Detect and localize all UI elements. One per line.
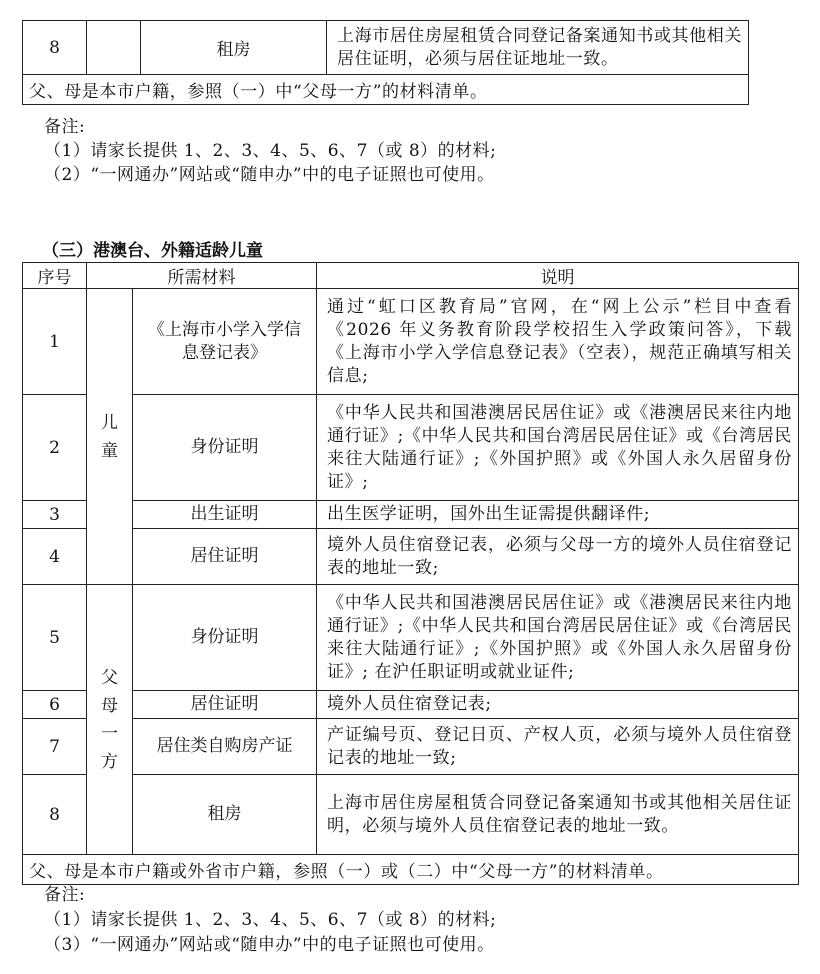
table-row: [23, 529, 799, 585]
description-cell: 通过“虹口区教育局”官网，在“网上公示”栏目中查看《2026 年义务教育阶段学校招生入学政策问答》，下载《上海市小学入学信息登记表》（空表），规范正确填写相关信息;: [317, 289, 799, 395]
notes-title: 备注:: [44, 117, 86, 137]
group-child: [87, 289, 133, 585]
note-item: （1）请家长提供 1、2、3、4、5、6、7（或 8）的材料;: [44, 910, 497, 930]
note-item: （2）“一网通办”网站或“随申办”中的电子证照也可使用。: [44, 165, 495, 185]
table-row: [23, 501, 799, 529]
material-cell: 《上海市小学入学信息登记表》: [133, 289, 317, 395]
group-child-label: 儿童: [100, 412, 118, 461]
table-row: [23, 775, 799, 855]
row-number: 8: [23, 21, 87, 75]
row-number: 2: [23, 395, 87, 501]
row-number: 7: [23, 719, 87, 775]
group-parent: [87, 585, 133, 855]
description-cell: 《中华人民共和国港澳居民居住证》或《港澳居民来往内地通行证》;《中华人民共和国台湾居民居住证》或《台湾居民来往大陆通行证》;《外国护照》或《外国人永久居留身份证》; 在沪任职证明或就业证件;: [317, 585, 799, 691]
row-number: 8: [23, 775, 87, 855]
row-number: 1: [23, 289, 87, 395]
material-cell: 身份证明: [133, 395, 317, 501]
top-table: [22, 20, 749, 105]
description-cell: 境外人员住宿登记表;: [317, 691, 799, 719]
table-row: [23, 585, 799, 691]
group-cell: [87, 21, 141, 75]
material-cell: 居住证明: [133, 529, 317, 585]
header-material: 所需材料: [87, 263, 317, 289]
group-parent-label: 父母一方: [100, 667, 118, 772]
row-number: 5: [23, 585, 87, 691]
material-cell: 居住类自购房产证: [133, 719, 317, 775]
table-header-row: [23, 263, 799, 289]
section-title: （三）港澳台、外籍适龄儿童: [42, 241, 263, 261]
description-cell: 境外人员住宿登记表，必须与父母一方的境外人员住宿登记表的地址一致;: [317, 529, 799, 585]
note-item: （1）请家长提供 1、2、3、4、5、6、7（或 8）的材料;: [44, 141, 497, 161]
material-cell: 租房: [133, 775, 317, 855]
table-row: [23, 691, 799, 719]
note-item: （3）“一网通办”网站或“随申办”中的电子证照也可使用。: [44, 935, 495, 955]
row-number: 3: [23, 501, 87, 529]
table-row: [23, 395, 799, 501]
header-number: 序号: [23, 263, 87, 289]
materials-table: [22, 262, 799, 885]
table-row: [23, 719, 799, 775]
row-number: 6: [23, 691, 87, 719]
material-cell: 出生证明: [133, 501, 317, 529]
description-cell: 出生医学证明，国外出生证需提供翻译件;: [317, 501, 799, 529]
table-footer-row: [23, 75, 749, 105]
material-cell: 租房: [141, 21, 327, 75]
row-number: 4: [23, 529, 87, 585]
description-cell: 《中华人民共和国港澳居民居住证》或《港澳居民来往内地通行证》;《中华人民共和国台湾居民居住证》或《台湾居民来往大陆通行证》;《外国护照》或《外国人永久居留身份证》;: [317, 395, 799, 501]
header-description: 说明: [317, 263, 799, 289]
description-cell: 上海市居住房屋租赁合同登记备案通知书或其他相关居住证明，必须与居住证地址一致。: [327, 21, 749, 75]
material-cell: 身份证明: [133, 585, 317, 691]
table-footer: 父、母是本市户籍，参照（一）中“父母一方”的材料清单。: [23, 75, 749, 105]
notes-title: 备注:: [44, 885, 86, 905]
description-cell: 产证编号页、登记日页、产权人页，必须与境外人员住宿登记表的地址一致;: [317, 719, 799, 775]
table-footer-row: [23, 855, 799, 885]
table-footer: 父、母是本市户籍或外省市户籍，参照（一）或（二）中“父母一方”的材料清单。: [23, 855, 799, 885]
table-row: [23, 21, 749, 75]
table-row: [23, 289, 799, 395]
description-cell: 上海市居住房屋租赁合同登记备案通知书或其他相关居住证明，必须与境外人员住宿登记表的地址一致。: [317, 775, 799, 855]
material-cell: 居住证明: [133, 691, 317, 719]
